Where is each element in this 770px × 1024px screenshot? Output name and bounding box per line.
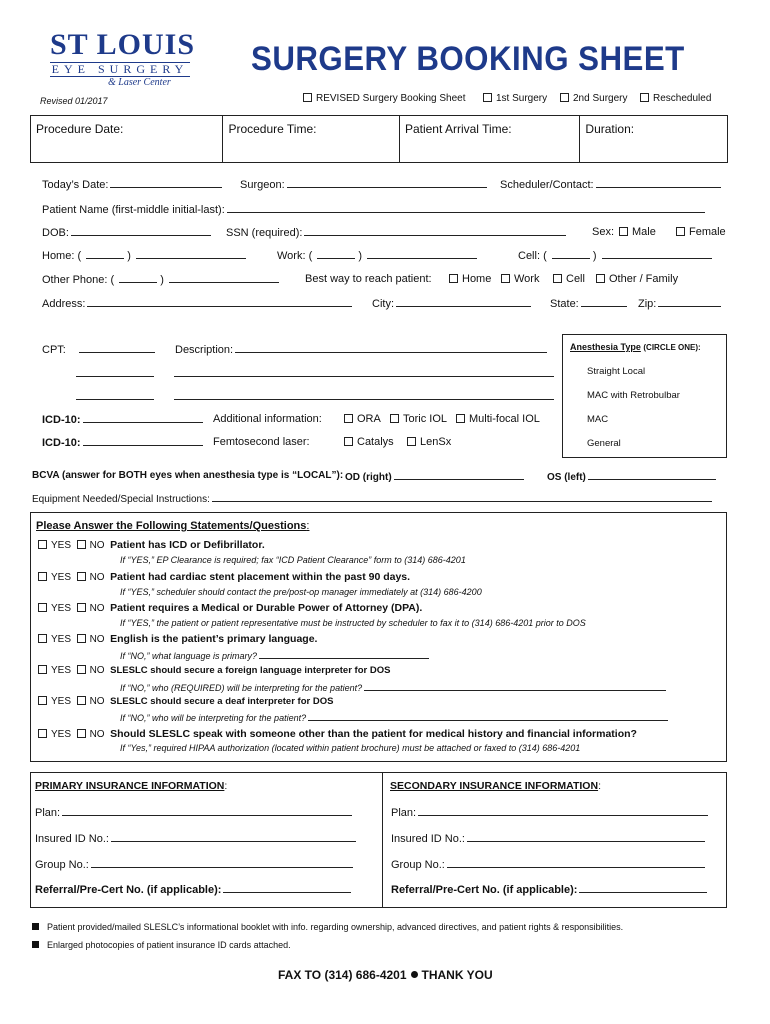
home-phone-field[interactable]: Home: ( ) <box>42 249 246 262</box>
cpt-line-3[interactable] <box>74 390 154 403</box>
yes-checkbox-icon[interactable] <box>38 540 47 549</box>
anesthesia-option-general[interactable]: General <box>587 438 621 449</box>
question-note[interactable]: If “NO,” who (REQUIRED) will be interpreting for the patient? <box>120 681 666 693</box>
catalys-option[interactable]: Catalys <box>344 436 394 448</box>
square-bullet-icon <box>32 923 39 930</box>
logo-subtitle: EYE SURGERY <box>51 62 189 76</box>
checkbox-icon <box>303 93 312 102</box>
cell-phone-field[interactable]: Cell: ( ) <box>518 249 712 262</box>
best-way-label: Best way to reach patient: <box>305 273 432 285</box>
sex-female-option[interactable]: Female <box>676 226 726 238</box>
question-row: YES NO SLESLC should secure a foreign language interpreter for DOS <box>38 665 390 676</box>
bcva-label: BCVA (answer for BOTH eyes when anesthesia type is “LOCAL”): <box>32 470 344 481</box>
checkbox-icon <box>407 437 416 446</box>
insurance-divider <box>382 772 383 908</box>
yes-checkbox-icon[interactable] <box>38 729 47 738</box>
checkbox-icon <box>390 414 399 423</box>
address-field[interactable]: Address: <box>42 297 352 310</box>
check-rescheduled[interactable]: Rescheduled <box>640 93 711 104</box>
bcva-od-field[interactable]: OD (right) <box>345 470 524 483</box>
anesthesia-heading: Anesthesia Type (CIRCLE ONE): <box>570 342 701 352</box>
checkbox-icon <box>560 93 569 102</box>
no-checkbox-icon[interactable] <box>77 603 86 612</box>
anesthesia-option-mac-retrobulbar[interactable]: MAC with Retrobulbar <box>587 390 680 401</box>
icd10-field-1[interactable]: ICD-10: <box>42 413 203 426</box>
ssn-field[interactable]: SSN (required): <box>226 226 566 239</box>
state-field[interactable]: State: <box>550 297 627 310</box>
arrival-time-cell[interactable]: Patient Arrival Time: <box>400 116 580 162</box>
bcva-os-field[interactable]: OS (left) <box>547 470 716 483</box>
square-bullet-icon <box>32 941 39 948</box>
bullet-item: Patient provided/mailed SLESLC’s informational booklet with info. regarding ownership, advanced directives, and patient rights & responsibilities. <box>32 922 623 932</box>
check-first-surgery[interactable]: 1st Surgery <box>483 93 547 104</box>
secondary-insurance-heading: SECONDARY INSURANCE INFORMATION: <box>390 780 601 792</box>
ora-option[interactable]: ORA <box>344 413 381 425</box>
logo-text: ST LOUIS <box>50 28 196 61</box>
question-row: YES NO Patient had cardiac stent placement within the past 90 days. <box>38 571 410 583</box>
sex-male-option[interactable]: Male <box>619 226 656 238</box>
lensx-option[interactable]: LenSx <box>407 436 451 448</box>
no-checkbox-icon[interactable] <box>77 572 86 581</box>
primary-referral-field[interactable]: Referral/Pre-Cert No. (if applicable): <box>35 883 351 896</box>
no-checkbox-icon[interactable] <box>77 634 86 643</box>
cpt-field[interactable]: CPT: <box>42 343 155 356</box>
equipment-field[interactable]: Equipment Needed/Special Instructions: <box>32 492 712 505</box>
secondary-insured-id-field[interactable]: Insured ID No.: <box>391 832 705 845</box>
dob-field[interactable]: DOB: <box>42 226 211 239</box>
patient-name-field[interactable]: Patient Name (first-middle initial-last): <box>42 203 705 216</box>
question-row: YES NO English is the patient’s primary language. <box>38 633 317 645</box>
description-field[interactable]: Description: <box>175 343 547 356</box>
question-note[interactable]: If “NO,” what language is primary? <box>120 649 429 661</box>
checkbox-icon <box>344 437 353 446</box>
checkbox-icon <box>456 414 465 423</box>
no-checkbox-icon[interactable] <box>77 696 86 705</box>
city-field[interactable]: City: <box>372 297 531 310</box>
contact-other-option[interactable]: Other / Family <box>596 273 678 285</box>
question-note[interactable]: If “NO,” who will be interpreting for the patient? <box>120 711 668 723</box>
question-note: If “YES,” EP Clearance is required; fax “ICD Patient Clearance” form to (314) 686-4201 <box>120 555 466 565</box>
multifocal-iol-option[interactable]: Multi-focal IOL <box>456 413 540 425</box>
no-checkbox-icon[interactable] <box>77 665 86 674</box>
zip-field[interactable]: Zip: <box>638 297 721 310</box>
yes-checkbox-icon[interactable] <box>38 634 47 643</box>
question-note: If “Yes,” required HIPAA authorization (located within patient brochure) must be attached or faxed to (314) 686-4201 <box>120 743 581 753</box>
duration-cell[interactable]: Duration: <box>585 122 635 136</box>
checkbox-icon <box>640 93 649 102</box>
primary-plan-field[interactable]: Plan: <box>35 806 352 819</box>
bullet-dot-icon <box>411 971 418 978</box>
description-line-3[interactable] <box>172 390 554 403</box>
primary-group-field[interactable]: Group No.: <box>35 858 353 871</box>
todays-date-field[interactable]: Today’s Date: <box>42 178 222 191</box>
checkbox-icon <box>344 414 353 423</box>
page-title: SURGERY BOOKING SHEET <box>251 40 685 78</box>
questions-heading: Please Answer the Following Statements/Questions: <box>36 520 310 532</box>
question-note: If “YES,” scheduler should contact the pre/post-op manager immediately at (314) 686-4200 <box>120 587 482 597</box>
yes-checkbox-icon[interactable] <box>38 603 47 612</box>
contact-home-option[interactable]: Home <box>449 273 491 285</box>
primary-insurance-heading: PRIMARY INSURANCE INFORMATION: <box>35 780 228 792</box>
checkbox-icon <box>676 227 685 236</box>
sex-label: Sex: <box>592 226 615 238</box>
procedure-schedule-table <box>30 115 728 163</box>
toric-iol-option[interactable]: Toric IOL <box>390 413 447 425</box>
footer-fax: FAX TO (314) 686-4201 THANK YOU <box>278 968 493 982</box>
no-checkbox-icon[interactable] <box>77 729 86 738</box>
procedure-date-cell[interactable]: Procedure Date: <box>31 116 223 162</box>
surgeon-field[interactable]: Surgeon: <box>240 178 487 191</box>
checkbox-icon <box>596 274 605 283</box>
checkbox-icon <box>449 274 458 283</box>
cpt-line-2[interactable] <box>74 367 154 380</box>
procedure-time-cell[interactable]: Procedure Time: <box>223 116 400 162</box>
yes-checkbox-icon[interactable] <box>38 665 47 674</box>
checkbox-icon <box>501 274 510 283</box>
question-row: YES NO Patient requires a Medical or Durable Power of Attorney (DPA). <box>38 602 422 614</box>
anesthesia-option-mac[interactable]: MAC <box>587 414 609 425</box>
yes-checkbox-icon[interactable] <box>38 696 47 705</box>
secondary-plan-field[interactable]: Plan: <box>391 806 708 819</box>
femtosecond-label: Femtosecond laser: <box>213 436 310 448</box>
checkbox-icon <box>619 227 628 236</box>
contact-work-option[interactable]: Work <box>501 273 539 285</box>
question-row: YES NO Should SLESLC speak with someone other than the patient for medical history and financial information? <box>38 728 637 740</box>
secondary-group-field[interactable]: Group No.: <box>391 858 705 871</box>
question-row: YES NO Patient has ICD or Defibrillator. <box>38 539 265 551</box>
checkbox-icon <box>553 274 562 283</box>
secondary-referral-field[interactable]: Referral/Pre-Cert No. (if applicable): <box>391 883 707 896</box>
description-line-2[interactable] <box>172 367 554 380</box>
yes-checkbox-icon[interactable] <box>38 572 47 581</box>
check-revised[interactable]: REVISED Surgery Booking Sheet <box>303 93 466 104</box>
no-checkbox-icon[interactable] <box>77 540 86 549</box>
check-second-surgery[interactable]: 2nd Surgery <box>560 93 627 104</box>
question-row: YES NO SLESLC should secure a deaf interpreter for DOS <box>38 696 333 707</box>
checkbox-icon <box>483 93 492 102</box>
other-phone-field[interactable]: Other Phone: ( ) <box>42 273 279 286</box>
bullet-item: Enlarged photocopies of patient insurance ID cards attached. <box>32 940 291 950</box>
scheduler-field[interactable]: Scheduler/Contact: <box>500 178 721 191</box>
additional-info-label: Additional information: <box>213 413 322 425</box>
question-note: If “YES,” the patient or patient representative must be instructed by scheduler to fax it to (314) 686-4201 prior to DOS <box>120 618 586 628</box>
icd10-field-2[interactable]: ICD-10: <box>42 436 203 449</box>
anesthesia-option-local[interactable]: Straight Local <box>587 366 646 377</box>
contact-cell-option[interactable]: Cell <box>553 273 585 285</box>
revised-date: Revised 01/2017 <box>40 96 108 106</box>
work-phone-field[interactable]: Work: ( ) <box>277 249 477 262</box>
primary-insured-id-field[interactable]: Insured ID No.: <box>35 832 356 845</box>
logo-tagline: & Laser Center <box>108 77 171 88</box>
